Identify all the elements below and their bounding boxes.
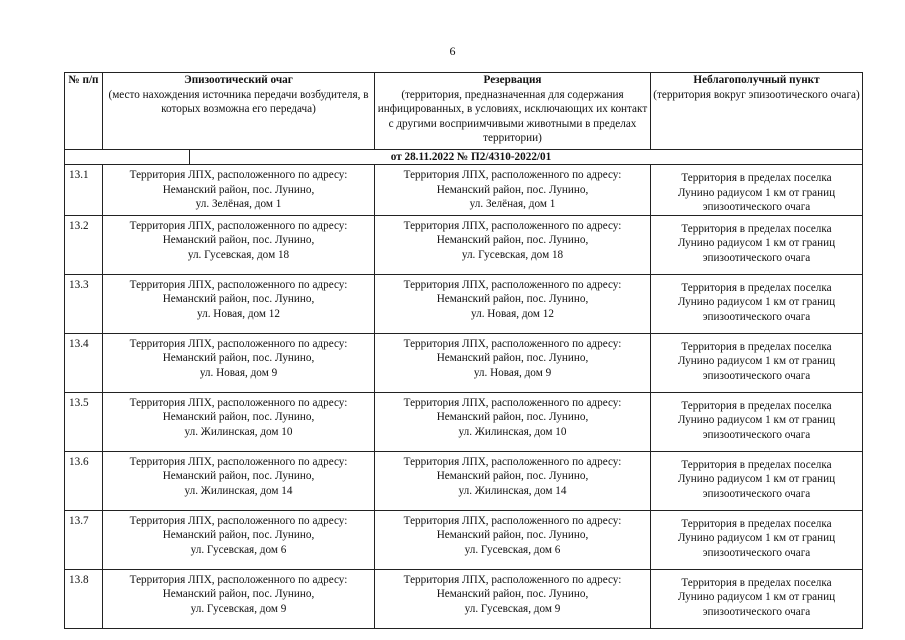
row-number: 13.2	[65, 215, 103, 274]
focus-cell	[103, 451, 375, 510]
focus-cell-line: ул. Новая, дом 9	[199, 366, 278, 379]
reservation-cell	[375, 333, 651, 392]
reservation-cell-line: Неманский район, пос. Лунино,	[436, 470, 589, 483]
reservation-cell-line: Неманский район, пос. Лунино,	[436, 588, 589, 601]
focus-cell-line: ул. Жилинская, дом 14	[184, 484, 293, 497]
point-cell-line: Территория в пределах поселка	[681, 281, 832, 294]
focus-cell-line: Неманский район, пос. Лунино,	[162, 529, 315, 542]
row-number: 13.3	[65, 274, 103, 333]
reservation-cell-line: ул. Зелёная, дом 1	[469, 198, 556, 211]
point-cell-line: Лунино радиусом 1 км от границ	[677, 186, 836, 199]
table-row	[65, 274, 863, 333]
header-num	[65, 73, 103, 150]
reservation-cell	[375, 165, 651, 216]
focus-cell	[103, 215, 375, 274]
focus-cell-line: Неманский район, пос. Лунино,	[162, 234, 315, 247]
point-cell	[651, 274, 863, 333]
row-number: 13.7	[65, 510, 103, 569]
table-row	[65, 165, 863, 216]
focus-cell-line: Неманский район, пос. Лунино,	[162, 588, 315, 601]
point-cell-line: Лунино радиусом 1 км от границ	[677, 237, 836, 250]
reservation-cell-line: Территория ЛПХ, расположенного по адресу:	[403, 514, 622, 527]
header-point-title: Неблагополучный пункт	[693, 74, 820, 86]
point-cell-line: Территория в пределах поселка	[681, 172, 832, 184]
point-cell-line: эпизоотического очага	[702, 605, 811, 618]
point-cell-line: эпизоотического очага	[702, 546, 811, 559]
focus-cell	[103, 165, 375, 216]
row-number: 13.1	[65, 165, 103, 216]
header-row	[65, 73, 863, 150]
focus-cell-line: ул. Жилинская, дом 10	[184, 425, 293, 438]
point-cell	[651, 215, 863, 274]
point-cell	[651, 451, 863, 510]
point-cell-line: эпизоотического очага	[702, 310, 811, 323]
point-cell	[651, 165, 863, 216]
reservation-cell-line: ул. Гусевская, дом 18	[461, 248, 564, 261]
table-row	[65, 510, 863, 569]
reservation-cell	[375, 451, 651, 510]
row-number: 13.5	[65, 392, 103, 451]
table-body	[65, 150, 863, 629]
header-focus-subtitle: (место нахождения источника передачи возбудителя, в которых возможна его передача)	[108, 88, 369, 116]
reservation-cell-line: ул. Жилинская, дом 14	[458, 484, 567, 497]
point-cell-line: эпизоотического очага	[702, 251, 811, 264]
reservation-cell-line: ул. Новая, дом 12	[471, 307, 554, 320]
reservation-cell-line: Неманский район, пос. Лунино,	[436, 529, 589, 542]
focus-cell-line: Территория ЛПХ, расположенного по адресу:	[129, 396, 348, 409]
reservation-cell	[375, 392, 651, 451]
header-point	[651, 73, 863, 150]
reservation-cell-line: ул. Новая, дом 9	[473, 366, 552, 379]
focus-cell	[103, 333, 375, 392]
reservation-cell-line: ул. Гусевская, дом 9	[464, 602, 561, 615]
focus-cell-line: Неманский район, пос. Лунино,	[162, 411, 315, 424]
registry-table	[64, 72, 863, 629]
point-cell-line: Территория в пределах поселка	[681, 576, 832, 589]
focus-cell-line: ул. Зелёная, дом 1	[195, 198, 282, 211]
focus-cell-line: Неманский район, пос. Лунино,	[162, 293, 315, 306]
point-cell-line: Территория в пределах поселка	[681, 399, 832, 412]
header-reservation	[375, 73, 651, 150]
point-cell	[651, 333, 863, 392]
reservation-cell-line: Неманский район, пос. Лунино,	[436, 234, 589, 247]
focus-cell-line: Неманский район, пос. Лунино,	[162, 470, 315, 483]
point-cell-line: Лунино радиусом 1 км от границ	[677, 355, 836, 368]
header-focus-title: Эпизоотический очаг	[184, 74, 293, 86]
point-cell-line: Лунино радиусом 1 км от границ	[677, 414, 836, 427]
focus-cell-line: ул. Гусевская, дом 6	[190, 543, 287, 556]
reservation-cell	[375, 569, 651, 628]
point-cell-line: Территория в пределах поселка	[681, 458, 832, 471]
point-cell	[651, 510, 863, 569]
table-row	[65, 333, 863, 392]
focus-cell-line: Территория ЛПХ, расположенного по адресу:	[129, 278, 348, 291]
point-cell-line: эпизоотического очага	[702, 369, 811, 382]
focus-cell-line: Территория ЛПХ, расположенного по адресу:	[129, 455, 348, 468]
reservation-cell-line: Территория ЛПХ, расположенного по адресу:	[403, 396, 622, 409]
header-point-subtitle: (территория вокруг эпизоотического очага)	[653, 88, 860, 101]
reservation-cell-line: Неманский район, пос. Лунино,	[436, 352, 589, 365]
row-number: 13.6	[65, 451, 103, 510]
reservation-cell-line: Территория ЛПХ, расположенного по адресу:	[403, 219, 622, 232]
header-focus	[103, 73, 375, 150]
reservation-cell	[375, 215, 651, 274]
point-cell-line: Территория в пределах поселка	[681, 340, 832, 353]
page-number: 6	[449, 44, 456, 58]
focus-cell	[103, 392, 375, 451]
reservation-cell-line: Территория ЛПХ, расположенного по адресу:	[403, 337, 622, 350]
reservation-cell-line: Территория ЛПХ, расположенного по адресу:	[403, 573, 622, 586]
table-row	[65, 392, 863, 451]
reservation-cell-line: Неманский район, пос. Лунино,	[436, 293, 589, 306]
focus-cell-line: Территория ЛПХ, расположенного по адресу:	[129, 169, 348, 181]
focus-cell-line: Территория ЛПХ, расположенного по адресу:	[129, 514, 348, 527]
focus-cell-line: ул. Гусевская, дом 9	[190, 602, 287, 615]
point-cell-line: Территория в пределах поселка	[681, 222, 832, 235]
table-row	[65, 569, 863, 628]
section-heading-cell	[65, 150, 863, 165]
row-number: 13.8	[65, 569, 103, 628]
focus-cell-line: ул. Гусевская, дом 18	[187, 248, 290, 261]
point-cell-line: Лунино радиусом 1 км от границ	[677, 473, 836, 486]
point-cell	[651, 569, 863, 628]
row-number: 13.4	[65, 333, 103, 392]
header-reservation-subtitle: (территория, предназначенная для содержания инфицированных, в условиях, исключающих их контакт с другими восприимчивыми животными в пределах территории)	[377, 88, 648, 145]
point-cell-line: эпизоотического очага	[702, 428, 811, 441]
reservation-cell-line: ул. Гусевская, дом 6	[464, 543, 561, 556]
point-cell-line: Лунино радиусом 1 км от границ	[677, 591, 836, 604]
reservation-cell-line: Территория ЛПХ, расположенного по адресу:	[403, 169, 622, 181]
focus-cell-line: Территория ЛПХ, расположенного по адресу:	[129, 573, 348, 586]
focus-cell	[103, 510, 375, 569]
reservation-cell-line: ул. Жилинская, дом 10	[458, 425, 567, 438]
focus-cell-line: ул. Новая, дом 12	[197, 307, 280, 320]
reservation-cell	[375, 510, 651, 569]
header-num-label: № п/п	[68, 74, 99, 86]
reservation-cell-line: Неманский район, пос. Лунино,	[436, 183, 589, 196]
point-cell	[651, 392, 863, 451]
reservation-cell-line: Неманский район, пос. Лунино,	[436, 411, 589, 424]
focus-cell-line: Территория ЛПХ, расположенного по адресу:	[129, 219, 348, 232]
header-reservation-title: Резервация	[483, 74, 542, 86]
reservation-cell	[375, 274, 651, 333]
focus-cell	[103, 569, 375, 628]
focus-cell-line: Неманский район, пос. Лунино,	[162, 352, 315, 365]
section-heading: от 28.11.2022 № П2/4310-2022/01	[390, 150, 552, 163]
point-cell-line: Лунино радиусом 1 км от границ	[677, 296, 836, 309]
section-heading-divider	[65, 150, 190, 164]
focus-cell-line: Территория ЛПХ, расположенного по адресу:	[129, 337, 348, 350]
point-cell-line: эпизоотического очага	[702, 487, 811, 500]
point-cell-line: эпизоотического очага	[702, 201, 811, 214]
table-row	[65, 215, 863, 274]
point-cell-line: Территория в пределах поселка	[681, 517, 832, 530]
reservation-cell-line: Территория ЛПХ, расположенного по адресу:	[403, 278, 622, 291]
focus-cell-line: Неманский район, пос. Лунино,	[162, 183, 315, 196]
table-row	[65, 451, 863, 510]
focus-cell	[103, 274, 375, 333]
point-cell-line: Лунино радиусом 1 км от границ	[677, 532, 836, 545]
section-heading-row	[65, 150, 863, 165]
reservation-cell-line: Территория ЛПХ, расположенного по адресу:	[403, 455, 622, 468]
